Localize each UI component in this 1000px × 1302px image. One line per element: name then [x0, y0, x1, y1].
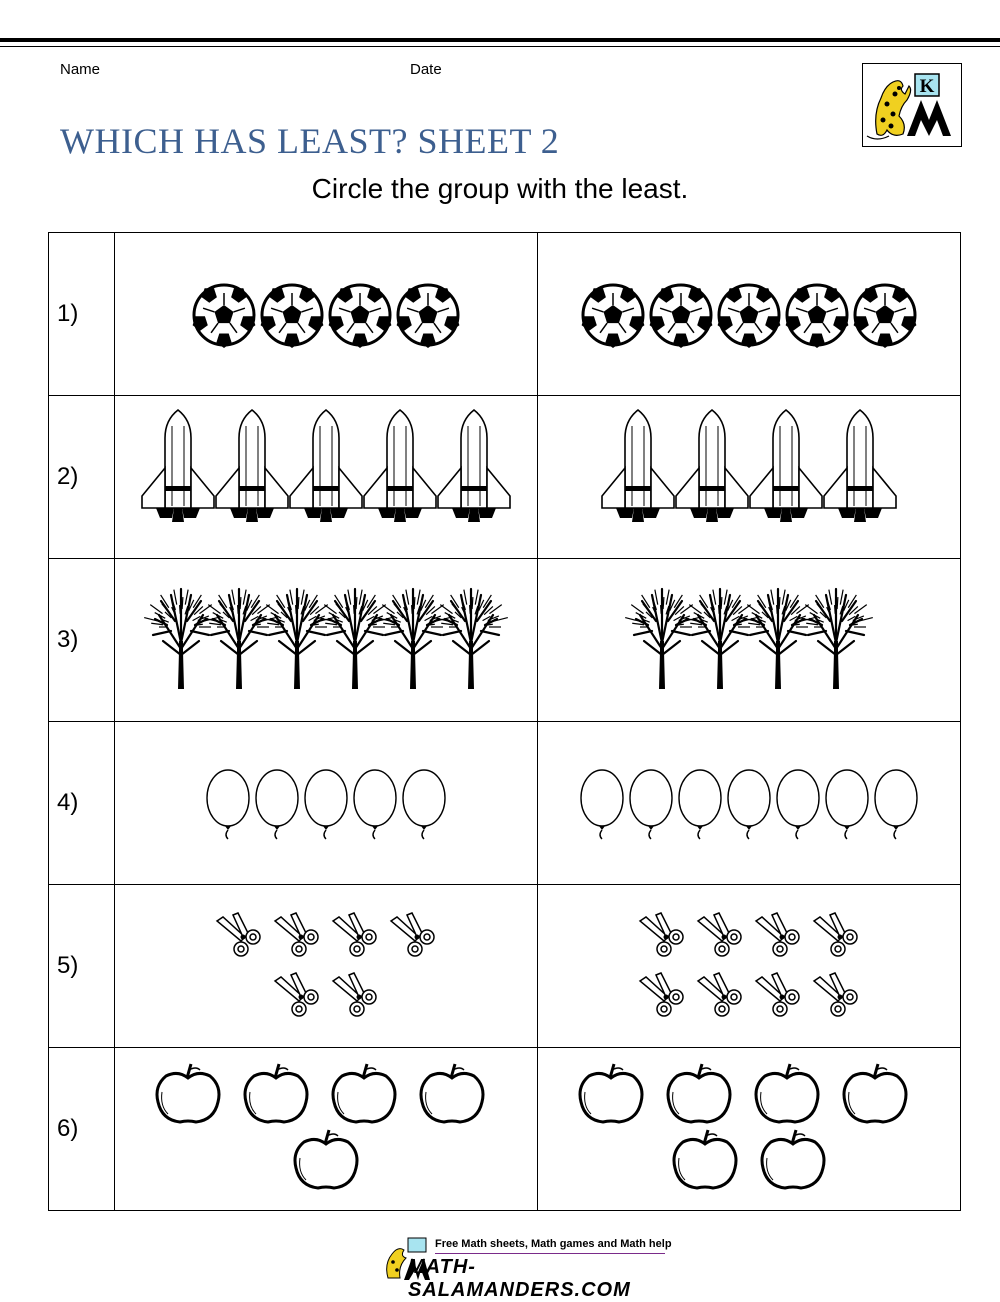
apple-icon	[157, 1064, 219, 1122]
bare-tree-icon	[741, 589, 815, 689]
question-number: 1)	[49, 233, 115, 396]
scissors-icon	[640, 913, 683, 956]
space-shuttle-icon	[676, 410, 748, 522]
space-shuttle-icon	[364, 410, 436, 522]
soccer-ball-icon	[582, 285, 645, 348]
right-group[interactable]	[538, 722, 961, 885]
space-shuttle-icon	[824, 410, 896, 522]
scissors-icon	[756, 913, 799, 956]
scissors-icon	[275, 973, 318, 1016]
question-row	[49, 559, 961, 722]
date-label: Date	[410, 61, 442, 78]
apple-icon	[333, 1064, 395, 1122]
balloon-icon	[826, 770, 868, 839]
balloon-icon	[256, 770, 298, 839]
soccer-ball-icon	[854, 285, 917, 348]
soccer-ball-icon	[193, 285, 256, 348]
apple-icon	[756, 1064, 818, 1122]
apple-icon	[668, 1064, 730, 1122]
question-row	[49, 885, 961, 1048]
balloon-icon	[207, 770, 249, 839]
name-label: Name	[60, 61, 101, 78]
balloon-icon	[875, 770, 917, 839]
footer-site-link[interactable]: MATH-SALAMANDERS.COM	[408, 1256, 631, 1301]
question-number: 3)	[49, 559, 115, 722]
balloon-icon	[354, 770, 396, 839]
footer-tagline: Free Math sheets, Math games and Math help	[435, 1238, 672, 1250]
scissors-icon	[814, 913, 857, 956]
scissors-icon	[814, 973, 857, 1016]
question-number: 6)	[49, 1048, 115, 1211]
space-shuttle-icon	[602, 410, 674, 522]
left-group[interactable]	[115, 559, 538, 722]
soccer-ball-icon	[650, 285, 713, 348]
balloon-icon	[581, 770, 623, 839]
scissors-icon	[333, 973, 376, 1016]
space-shuttle-icon	[216, 410, 288, 522]
apple-icon	[674, 1130, 736, 1188]
scissors-icon	[756, 973, 799, 1016]
soccer-ball-icon	[261, 285, 324, 348]
balloon-icon	[630, 770, 672, 839]
scissors-icon	[275, 913, 318, 956]
question-number: 4)	[49, 722, 115, 885]
question-number: 5)	[49, 885, 115, 1048]
scissors-icon	[333, 913, 376, 956]
bare-tree-icon	[202, 589, 276, 689]
bare-tree-icon	[625, 589, 699, 689]
left-group[interactable]	[115, 722, 538, 885]
left-group[interactable]	[115, 1048, 538, 1211]
left-group[interactable]	[115, 396, 538, 559]
apple-icon	[844, 1064, 906, 1122]
scissors-icon	[698, 973, 741, 1016]
scissors-icon	[217, 913, 260, 956]
question-number: 2)	[49, 396, 115, 559]
bare-tree-icon	[260, 589, 334, 689]
top-rule-thick	[0, 38, 1000, 42]
bare-tree-icon	[434, 589, 508, 689]
footer-logo	[380, 1234, 680, 1301]
instructions: Circle the group with the least.	[311, 173, 689, 204]
space-shuttle-icon	[750, 410, 822, 522]
right-group[interactable]	[538, 396, 961, 559]
bare-tree-icon	[799, 589, 873, 689]
balloon-icon	[728, 770, 770, 839]
scissors-icon	[391, 913, 434, 956]
balloon-icon	[679, 770, 721, 839]
soccer-ball-icon	[329, 285, 392, 348]
scissors-icon	[698, 913, 741, 956]
right-group[interactable]	[538, 233, 961, 396]
balloon-icon	[777, 770, 819, 839]
soccer-ball-icon	[786, 285, 849, 348]
svg-text:K: K	[919, 76, 935, 97]
left-group[interactable]	[115, 885, 538, 1048]
right-group[interactable]	[538, 559, 961, 722]
apple-icon	[762, 1130, 824, 1188]
right-group[interactable]	[538, 1048, 961, 1211]
question-row	[49, 1048, 961, 1211]
apple-icon	[421, 1064, 483, 1122]
bare-tree-icon	[683, 589, 757, 689]
question-row	[49, 722, 961, 885]
soccer-ball-icon	[718, 285, 781, 348]
space-shuttle-icon	[438, 410, 510, 522]
bare-tree-icon	[376, 589, 450, 689]
apple-icon	[580, 1064, 642, 1122]
soccer-ball-icon	[397, 285, 460, 348]
balloon-icon	[403, 770, 445, 839]
right-group[interactable]	[538, 885, 961, 1048]
footer-divider	[435, 1253, 665, 1254]
top-rule-thin	[0, 46, 1000, 47]
scissors-icon	[640, 973, 683, 1016]
bare-tree-icon	[318, 589, 392, 689]
balloon-icon	[305, 770, 347, 839]
left-group[interactable]	[115, 233, 538, 396]
worksheet-table	[48, 232, 961, 1211]
bare-tree-icon	[144, 589, 218, 689]
question-row	[49, 396, 961, 559]
question-row	[49, 233, 961, 396]
apple-icon	[245, 1064, 307, 1122]
space-shuttle-icon	[142, 410, 214, 522]
space-shuttle-icon	[290, 410, 362, 522]
page-title: WHICH HAS LEAST? SHEET 2	[60, 121, 560, 161]
apple-icon	[295, 1130, 357, 1188]
salamander-logo-icon	[862, 63, 962, 147]
